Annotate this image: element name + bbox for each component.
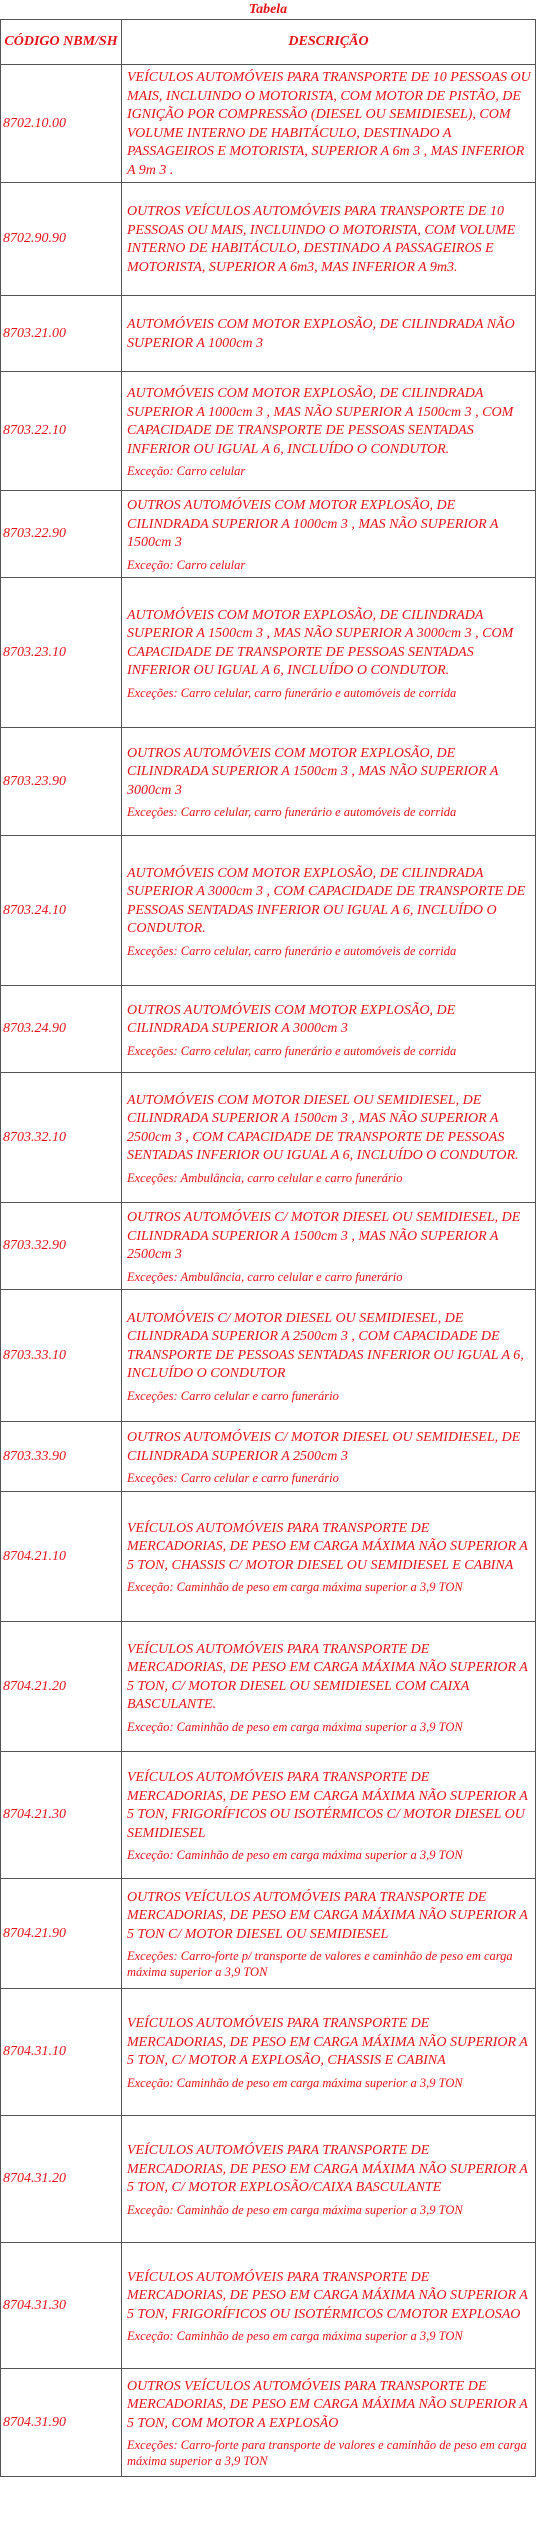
row-code: 8704.21.30 (1, 1752, 122, 1879)
table-row (1, 1203, 536, 1290)
table-row (1, 1752, 536, 1879)
table-row (1, 372, 536, 491)
table-body (1, 65, 536, 2477)
table-row (1, 65, 536, 183)
table-row (1, 986, 536, 1073)
row-code: 8702.10.00 (1, 65, 122, 183)
row-main-text: AUTOMÓVEIS COM MOTOR DIESEL OU SEMIDIESEL, DE CILINDRADA SUPERIOR A 1500cm 3 , MAS NÃO SUPERIOR A 2500cm 3 , COM CAPACIDADE DE TRANSPORTE DE PESSOAS SENTADAS INFERIOR OU IGUAL A 6, INCLUÍDO O CONDUTOR. (127, 1092, 519, 1163)
row-main-text: OUTROS AUTOMÓVEIS COM MOTOR EXPLOSÃO, DE CILINDRADA SUPERIOR A 3000cm 3 (127, 1002, 456, 1036)
row-main-text: VEÍCULOS AUTOMÓVEIS PARA TRANSPORTE DE MERCADORIAS, DE PESO EM CARGA MÁXIMA NÃO SUPERIOR A 5 TON, C/ MOTOR DIESEL OU SEMIDIESEL COM CAIXA BASCULANTE. (127, 1641, 528, 1712)
row-code: 8703.22.90 (1, 491, 122, 578)
row-description (122, 1073, 536, 1203)
row-code: 8704.31.20 (1, 2116, 122, 2243)
row-main-text: OUTROS AUTOMÓVEIS COM MOTOR EXPLOSÃO, DE CILINDRADA SUPERIOR A 1500cm 3 , MAS NÃO SUPERIOR A 3000cm 3 (127, 745, 499, 798)
row-description (122, 836, 536, 986)
row-code: 8704.31.90 (1, 2369, 122, 2477)
row-exception: Exceção: Caminhão de peso em carga máxima superior a 3,9 TON (127, 1848, 463, 1862)
header-description: DESCRIÇÃO (122, 20, 536, 65)
table-caption: Tabela (248, 2, 288, 17)
row-main-text: OUTROS AUTOMÓVEIS C/ MOTOR DIESEL OU SEMIDIESEL, DE CILINDRADA SUPERIOR A 1500cm 3 , MAS NÃO SUPERIOR A 2500cm 3 (127, 1210, 521, 1263)
table-row (1, 1290, 536, 1422)
row-code: 8703.23.90 (1, 728, 122, 836)
row-exception: Exceções: Carro celular, carro funerário e automóveis de corrida (127, 943, 457, 958)
row-main-text: VEÍCULOS AUTOMÓVEIS PARA TRANSPORTE DE 10 PESSOAS OU MAIS, INCLUINDO O MOTORISTA, COM MOTOR DE PISTÃO, DE IGNIÇÃO POR COMPRESSÃO (DIESEL OU SEMIDIESEL), COM VOLUME INTERNO DE HABITÁCULO, DESTINADO A PASSAGEIROS E MOTORISTA, SUPERIOR A 6m 3 , MAS INFERIOR A 9m 3 . (127, 70, 531, 178)
row-code: 8703.24.90 (1, 986, 122, 1073)
row-description (122, 578, 536, 728)
table-row (1, 728, 536, 836)
table-row (1, 2116, 536, 2243)
header-row (1, 20, 536, 65)
row-exception: Exceção: Carro celular (127, 557, 246, 572)
row-description (122, 1752, 536, 1879)
table-row (1, 1622, 536, 1752)
row-description (122, 986, 536, 1073)
table-row (1, 1879, 536, 1989)
row-description (122, 296, 536, 372)
header-code: CÓDIGO NBM/SH (1, 20, 122, 65)
row-code: 8702.90.90 (1, 183, 122, 296)
row-code: 8703.32.10 (1, 1073, 122, 1203)
row-main-text: AUTOMÓVEIS COM MOTOR EXPLOSÃO, DE CILINDRADA SUPERIOR A 1500cm 3 , MAS NÃO SUPERIOR A 3000cm 3 , COM CAPACIDADE DE TRANSPORTE DE PESSOAS SENTADAS INFERIOR OU IGUAL A 6, INCLUÍDO O CONDUTOR. (127, 607, 514, 678)
row-code: 8704.31.30 (1, 2243, 122, 2369)
row-code: 8704.31.10 (1, 1989, 122, 2116)
row-description (122, 1879, 536, 1989)
row-description (122, 2369, 536, 2477)
row-description (122, 2116, 536, 2243)
row-main-text: AUTOMÓVEIS COM MOTOR EXPLOSÃO, DE CILINDRADA SUPERIOR A 3000cm 3 , COM CAPACIDADE DE TRANSPORTE DE PESSOAS SENTADAS INFERIOR OU IGUAL A 6, INCLUÍDO O CONDUTOR. (127, 865, 526, 936)
row-description (122, 728, 536, 836)
row-code: 8704.21.20 (1, 1622, 122, 1752)
row-description (122, 491, 536, 578)
row-exception: Exceções: Ambulância, carro celular e carro funerário (127, 1170, 403, 1185)
table-row (1, 1073, 536, 1203)
row-exception: Exceções: Carro celular e carro funerário (127, 1388, 339, 1403)
row-code: 8703.22.10 (1, 372, 122, 491)
row-exception: Exceções: Carro celular e carro funerário (127, 1471, 339, 1485)
row-description (122, 1492, 536, 1622)
row-description (122, 183, 536, 296)
row-code: 8703.33.10 (1, 1290, 122, 1422)
row-main-text: AUTOMÓVEIS COM MOTOR EXPLOSÃO, DE CILINDRADA SUPERIOR A 1000cm 3 , MAS NÃO SUPERIOR A 1500cm 3 , COM CAPACIDADE DE TRANSPORTE DE PESSOAS SENTADAS INFERIOR OU IGUAL A 6, INCLUÍDO O CONDUTOR. (127, 386, 514, 457)
table-row (1, 578, 536, 728)
row-description (122, 1622, 536, 1752)
row-code: 8703.32.90 (1, 1203, 122, 1290)
row-main-text: OUTROS VEÍCULOS AUTOMÓVEIS PARA TRANSPORTE DE MERCADORIAS, DE PESO EM CARGA MÁXIMA NÃO SUPERIOR A 5 TON, COM MOTOR A EXPLOSÃO (127, 2378, 528, 2431)
row-description (122, 1989, 536, 2116)
row-exception: Exceções: Carro celular, carro funerário e automóveis de corrida (127, 805, 457, 820)
row-code: 8703.33.90 (1, 1422, 122, 1492)
row-main-text: VEÍCULOS AUTOMÓVEIS PARA TRANSPORTE DE MERCADORIAS, DE PESO EM CARGA MÁXIMA NÃO SUPERIOR A 5 TON, FRIGORÍFICOS OU ISOTÉRMICOS C/MOTOR EXPLOSAO (127, 2269, 528, 2322)
row-code: 8704.21.10 (1, 1492, 122, 1622)
row-main-text: VEÍCULOS AUTOMÓVEIS PARA TRANSPORTE DE MERCADORIAS, DE PESO EM CARGA MÁXIMA NÃO SUPERIOR A 5 TON, FRIGORÍFICOS OU ISOTÉRMICOS C/ MOTOR DIESEL OU SEMIDIESEL (127, 1770, 528, 1841)
row-code: 8703.23.10 (1, 578, 122, 728)
row-main-text: OUTROS AUTOMÓVEIS C/ MOTOR DIESEL OU SEMIDIESEL, DE CILINDRADA SUPERIOR A 2500cm 3 (127, 1430, 521, 1464)
row-exception: Exceção: Caminhão de peso em carga máxima superior a 3,9 TON (127, 1580, 463, 1595)
table-row (1, 1492, 536, 1622)
row-exception: Exceções: Carro-forte p/ transporte de valores e caminhão de peso em carga máxima superior a 3,9 TON (127, 1949, 513, 1980)
row-main-text: AUTOMÓVEIS COM MOTOR EXPLOSÃO, DE CILINDRADA NÃO SUPERIOR A 1000cm 3 (127, 317, 515, 351)
table-row (1, 1422, 536, 1492)
row-main-text: VEÍCULOS AUTOMÓVEIS PARA TRANSPORTE DE MERCADORIAS, DE PESO EM CARGA MÁXIMA NÃO SUPERIOR A 5 TON, CHASSIS C/ MOTOR DIESEL OU SEMIDIESEL E CABINA (127, 1520, 528, 1573)
table-row (1, 491, 536, 578)
row-exception: Exceção: Caminhão de peso em carga máxima superior a 3,9 TON (127, 2202, 463, 2217)
row-code: 8703.24.10 (1, 836, 122, 986)
row-exception: Exceção: Caminhão de peso em carga máxima superior a 3,9 TON (127, 2329, 463, 2344)
row-main-text: VEÍCULOS AUTOMÓVEIS PARA TRANSPORTE DE MERCADORIAS, DE PESO EM CARGA MÁXIMA NÃO SUPERIOR A 5 TON, C/ MOTOR EXPLOSÃO/CAIXA BASCULANTE (127, 2143, 528, 2196)
row-main-text: VEÍCULOS AUTOMÓVEIS PARA TRANSPORTE DE MERCADORIAS, DE PESO EM CARGA MÁXIMA NÃO SUPERIOR A 5 TON, C/ MOTOR A EXPLOSÃO, CHASSIS E CABINA (127, 2016, 528, 2069)
table-row (1, 2369, 536, 2477)
row-main-text: OUTROS VEÍCULOS AUTOMÓVEIS PARA TRANSPORTE DE MERCADORIAS, DE PESO EM CARGA MÁXIMA NÃO SUPERIOR A 5 TON C/ MOTOR DIESEL OU SEMIDIESEL (127, 1889, 528, 1942)
table-row (1, 183, 536, 296)
row-description (122, 2243, 536, 2369)
row-exception: Exceções: Carro-forte para transporte de valores e caminhão de peso em carga máxima superior a 3,9 TON (127, 2438, 527, 2469)
row-exception: Exceções: Carro celular, carro funerário e automóveis de corrida (127, 1043, 457, 1058)
row-main-text: OUTROS VEÍCULOS AUTOMÓVEIS PARA TRANSPORTE DE 10 PESSOAS OU MAIS, INCLUINDO O MOTORISTA, COM VOLUME INTERNO DE HABITÁCULO, DESTINADO A PASSAGEIROS E MOTORISTA, SUPERIOR A 6m3, MAS INFERIOR A 9m3. (127, 204, 516, 275)
row-description (122, 65, 536, 183)
table-row (1, 296, 536, 372)
row-description (122, 1290, 536, 1422)
row-exception: Exceções: Ambulância, carro celular e carro funerário (127, 1269, 403, 1284)
row-main-text: AUTOMÓVEIS C/ MOTOR DIESEL OU SEMIDIESEL, DE CILINDRADA SUPERIOR A 2500cm 3 , COM CAPACIDADE DE TRANSPORTE DE PESSOAS SENTADAS INFERIOR OU IGUAL A 6, INCLUÍDO O CONDUTOR (127, 1310, 524, 1381)
table-row (1, 836, 536, 986)
table-row (1, 1989, 536, 2116)
row-description (122, 1203, 536, 1290)
row-main-text: OUTROS AUTOMÓVEIS COM MOTOR EXPLOSÃO, DE CILINDRADA SUPERIOR A 1000cm 3 , MAS NÃO SUPERIOR A 1500cm 3 (127, 498, 499, 551)
row-exception: Exceção: Caminhão de peso em carga máxima superior a 3,9 TON (127, 2075, 463, 2090)
table-row (1, 2243, 536, 2369)
row-exception: Exceção: Carro celular (127, 464, 246, 478)
row-code: 8703.21.00 (1, 296, 122, 372)
row-description (122, 372, 536, 491)
row-code: 8704.21.90 (1, 1879, 122, 1989)
row-description (122, 1422, 536, 1492)
row-exception: Exceção: Caminhão de peso em carga máxima superior a 3,9 TON (127, 1719, 463, 1734)
row-exception: Exceções: Carro celular, carro funerário e automóveis de corrida (127, 685, 457, 700)
ncm-table (0, 19, 536, 2477)
